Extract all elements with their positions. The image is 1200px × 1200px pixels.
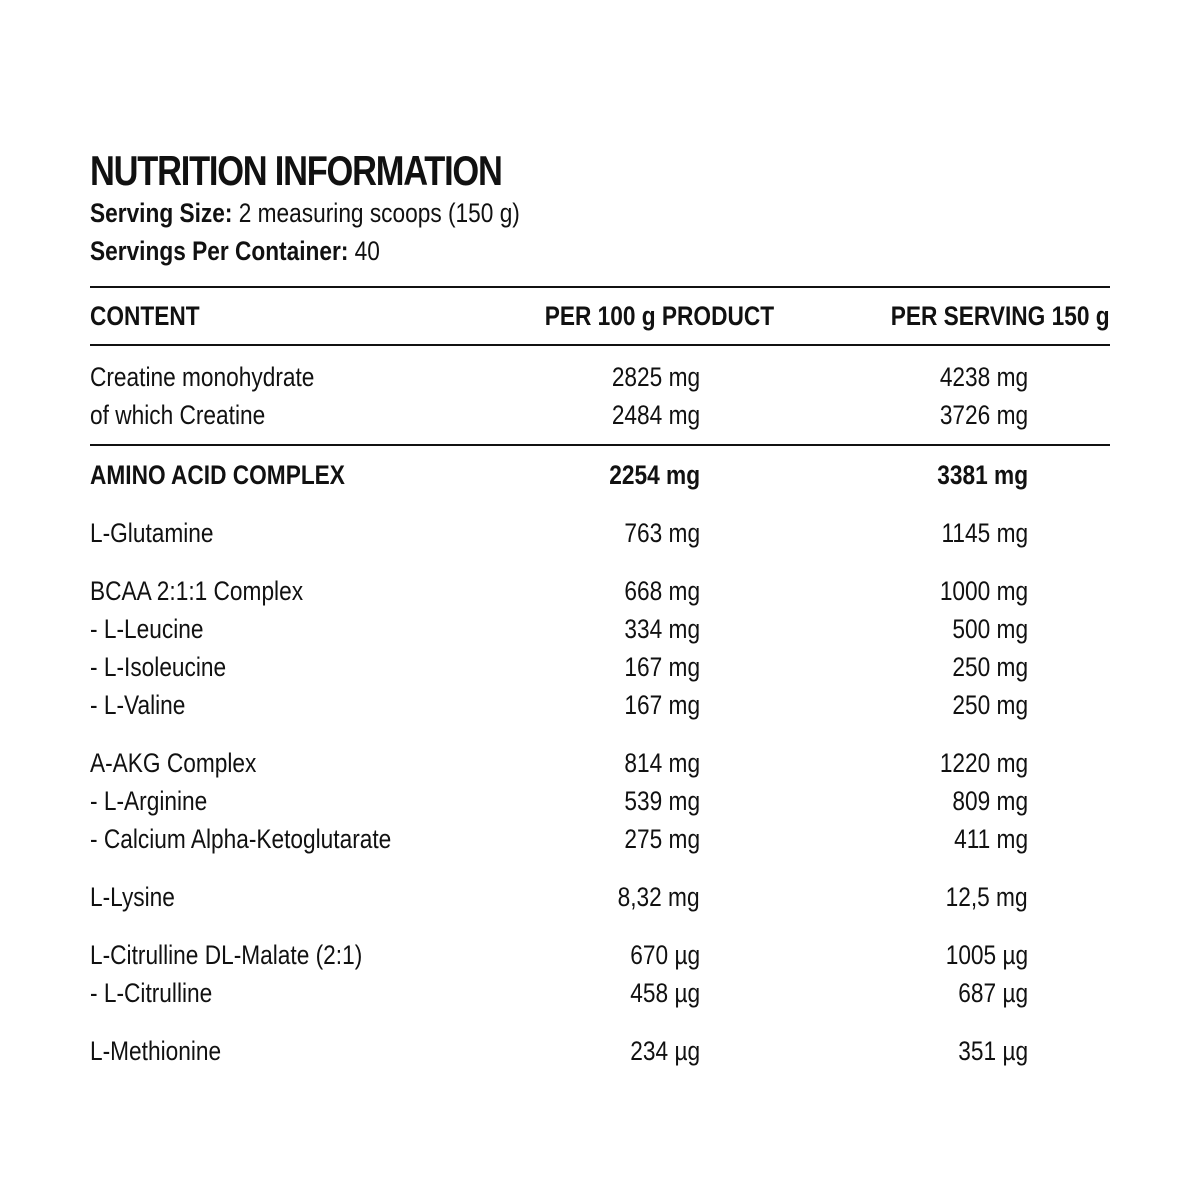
amino-groups: [90, 494, 1110, 1070]
row-per-100g: 334 mg: [624, 613, 700, 644]
table-row: BCAA 2:1:1 Complex 668 mg 1000 mg: [90, 575, 1028, 606]
row-per-serving: 1220 mg: [939, 747, 1028, 778]
servings-per-container-value: 40: [348, 236, 380, 266]
table-row: L-Methionine 234 µg 351 µg: [90, 1035, 1028, 1066]
table-header: CONTENT PER 100 g PRODUCT PER SERVING 150 g: [90, 300, 1110, 331]
row-per-100g: 2254 mg: [609, 459, 700, 490]
page-title: NUTRITION INFORMATION: [90, 147, 502, 194]
creatine-block: [90, 358, 1110, 434]
serving-size-value: 2 measuring scoops (150 g): [232, 198, 520, 228]
row-group: [90, 1032, 1110, 1070]
table-row: of which Creatine 2484 mg 3726 mg: [90, 399, 1028, 430]
row-per-serving: 1005 µg: [945, 939, 1028, 970]
table-row: - L-Isoleucine 167 mg 250 mg: [90, 651, 1028, 682]
table-row: L-Glutamine 763 mg 1145 mg: [90, 517, 1028, 548]
nutrition-panel: [90, 148, 1110, 1070]
row-per-serving: 500 mg: [952, 613, 1028, 644]
row-per-100g: 670 µg: [630, 939, 700, 970]
row-per-serving: 250 mg: [952, 689, 1028, 720]
row-per-serving: 687 µg: [958, 977, 1028, 1008]
row-group: [90, 936, 1110, 1012]
servings-per-container-label: Servings Per Container:: [90, 236, 349, 266]
table-row: L-Citrulline DL-Malate (2:1) 670 µg 1005 µg: [90, 939, 1028, 970]
row-per-100g: 763 mg: [624, 517, 700, 548]
row-per-serving: 1000 mg: [939, 575, 1028, 606]
row-per-100g: 8,32 mg: [618, 881, 700, 912]
row-per-serving: 351 µg: [958, 1035, 1028, 1066]
row-per-100g: 814 mg: [624, 747, 700, 778]
row-per-serving: 250 mg: [952, 651, 1028, 682]
row-per-serving: 809 mg: [952, 785, 1028, 816]
table-row: L-Lysine 8,32 mg 12,5 mg: [90, 881, 1028, 912]
table-row: - L-Arginine 539 mg 809 mg: [90, 785, 1028, 816]
row-per-serving: 411 mg: [954, 823, 1028, 854]
row-per-serving: 3381 mg: [937, 459, 1028, 490]
table-row: - L-Valine 167 mg 250 mg: [90, 689, 1028, 720]
row-per-serving: 12,5 mg: [946, 881, 1028, 912]
row-per-100g: 234 µg: [630, 1035, 700, 1066]
row-group: [90, 744, 1110, 858]
row-per-100g: 539 mg: [624, 785, 700, 816]
table-row: AMINO ACID COMPLEX 2254 mg 3381 mg: [90, 459, 1028, 490]
row-per-100g: 167 mg: [624, 689, 700, 720]
row-per-100g: 275 mg: [624, 823, 700, 854]
amino-total-block: [90, 456, 1110, 494]
table-row: Creatine monohydrate 2825 mg 4238 mg: [90, 361, 1028, 392]
row-group: [90, 514, 1110, 552]
table-row: A-AKG Complex 814 mg 1220 mg: [90, 747, 1028, 778]
serving-size-label: Serving Size:: [90, 198, 233, 228]
header-per-serving: PER SERVING 150 g: [891, 300, 1110, 331]
row-per-100g: 2484 mg: [611, 399, 700, 430]
row-per-100g: 458 µg: [630, 977, 700, 1008]
row-per-serving: 4238 mg: [939, 361, 1028, 392]
row-per-100g: 2825 mg: [611, 361, 700, 392]
table-row: - Calcium Alpha-Ketoglutarate 275 mg 411 mg: [90, 823, 1028, 854]
row-group: [90, 878, 1110, 916]
row-per-serving: 1145 mg: [941, 517, 1028, 548]
row-group: [90, 572, 1110, 724]
serving-size: [90, 194, 947, 232]
row-per-100g: 668 mg: [624, 575, 700, 606]
header-per-100g: PER 100 g PRODUCT: [544, 300, 774, 331]
table-row: - L-Leucine 334 mg 500 mg: [90, 613, 1028, 644]
row-per-100g: 167 mg: [624, 651, 700, 682]
table-row: - L-Citrulline 458 µg 687 µg: [90, 977, 1028, 1008]
servings-per-container: [90, 232, 947, 270]
row-per-serving: 3726 mg: [939, 399, 1028, 430]
